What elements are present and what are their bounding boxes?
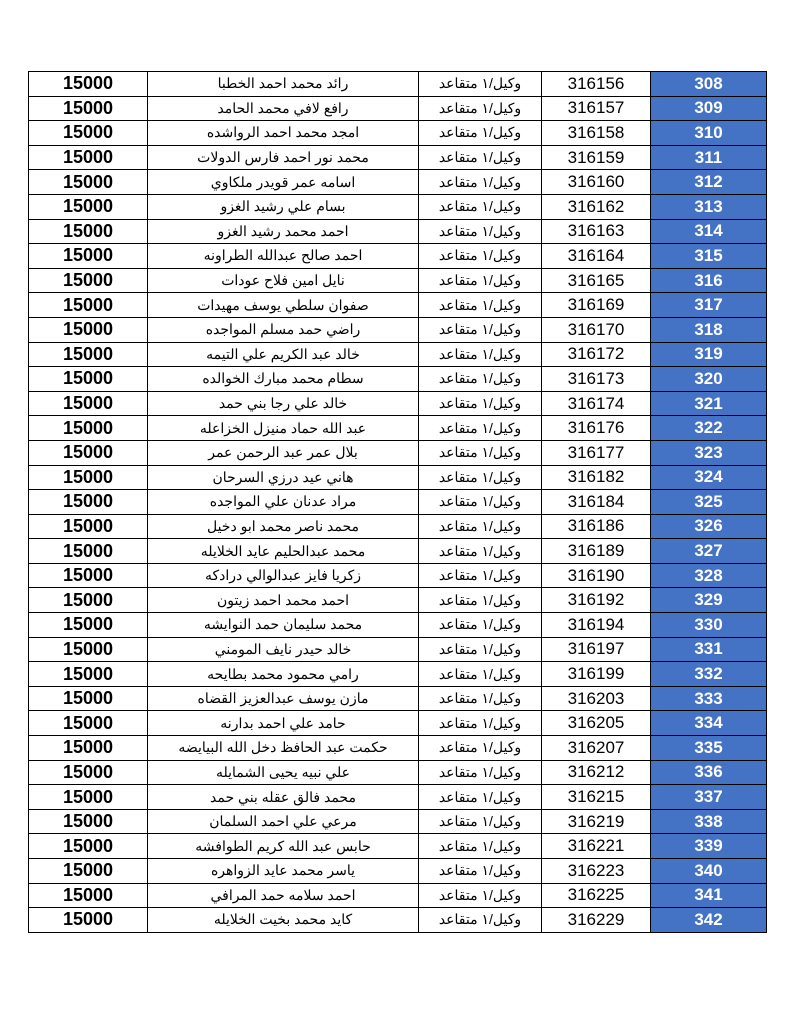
amount-cell: 15000 [29,736,148,761]
rank-cell: وكيل/١ متقاعد [419,268,542,293]
military-number-cell: 316157 [542,96,651,121]
table-body [29,72,767,933]
table-row [29,72,767,97]
amount-cell: 15000 [29,859,148,884]
name-cell: صفوان سلطي يوسف مهيدات [148,293,419,318]
amount-cell: 15000 [29,760,148,785]
table-row [29,342,767,367]
military-number-cell: 316186 [542,514,651,539]
military-number-cell: 316169 [542,293,651,318]
table-row [29,514,767,539]
military-number-cell: 316173 [542,367,651,392]
rank-cell: وكيل/١ متقاعد [419,194,542,219]
name-cell: محمد ناصر محمد ابو دخيل [148,514,419,539]
rank-cell: وكيل/١ متقاعد [419,490,542,515]
rank-cell: وكيل/١ متقاعد [419,145,542,170]
table-row [29,145,767,170]
name-cell: احمد محمد رشيد الغزو [148,219,419,244]
military-number-cell: 316184 [542,490,651,515]
military-number-cell: 316205 [542,711,651,736]
name-cell: امجد محمد احمد الرواشده [148,121,419,146]
amount-cell: 15000 [29,293,148,318]
name-cell: نايل امين فلاح عودات [148,268,419,293]
military-number-cell: 316164 [542,244,651,269]
serial-number-cell: 313 [651,194,767,219]
rank-cell: وكيل/١ متقاعد [419,834,542,859]
military-number-cell: 316219 [542,809,651,834]
table-row [29,662,767,687]
amount-cell: 15000 [29,563,148,588]
serial-number-cell: 308 [651,72,767,97]
rank-cell: وكيل/١ متقاعد [419,908,542,933]
amount-cell: 15000 [29,367,148,392]
serial-number-cell: 341 [651,883,767,908]
amount-cell: 15000 [29,244,148,269]
table-row [29,736,767,761]
name-cell: مرعي علي احمد السلمان [148,809,419,834]
serial-number-cell: 315 [651,244,767,269]
serial-number-cell: 331 [651,637,767,662]
amount-cell: 15000 [29,342,148,367]
name-cell: كايد محمد بخيت الخلايله [148,908,419,933]
rank-cell: وكيل/١ متقاعد [419,785,542,810]
amount-cell: 15000 [29,613,148,638]
amount-cell: 15000 [29,317,148,342]
table-row [29,563,767,588]
military-number-cell: 316177 [542,440,651,465]
military-number-cell: 316156 [542,72,651,97]
rank-cell: وكيل/١ متقاعد [419,96,542,121]
serial-number-cell: 325 [651,490,767,515]
military-number-cell: 316160 [542,170,651,195]
rank-cell: وكيل/١ متقاعد [419,588,542,613]
amount-cell: 15000 [29,121,148,146]
name-cell: حامد علي احمد بدارنه [148,711,419,736]
serial-number-cell: 317 [651,293,767,318]
military-number-cell: 316158 [542,121,651,146]
serial-number-cell: 328 [651,563,767,588]
amount-cell: 15000 [29,72,148,97]
rank-cell: وكيل/١ متقاعد [419,391,542,416]
name-cell: رائد محمد احمد الخطبا [148,72,419,97]
table-row [29,785,767,810]
table-row [29,293,767,318]
amount-cell: 15000 [29,662,148,687]
table-row [29,490,767,515]
serial-number-cell: 336 [651,760,767,785]
military-number-cell: 316203 [542,686,651,711]
name-cell: خالد عبد الكريم علي التيمه [148,342,419,367]
rank-cell: وكيل/١ متقاعد [419,219,542,244]
rank-cell: وكيل/١ متقاعد [419,342,542,367]
amount-cell: 15000 [29,490,148,515]
table-row [29,686,767,711]
rank-cell: وكيل/١ متقاعد [419,170,542,195]
amount-cell: 15000 [29,809,148,834]
amount-cell: 15000 [29,908,148,933]
rank-cell: وكيل/١ متقاعد [419,883,542,908]
name-cell: زكريا فايز عبدالوالي درادكه [148,563,419,588]
serial-number-cell: 318 [651,317,767,342]
serial-number-cell: 319 [651,342,767,367]
rank-cell: وكيل/١ متقاعد [419,662,542,687]
rank-cell: وكيل/١ متقاعد [419,809,542,834]
serial-number-cell: 332 [651,662,767,687]
name-cell: احمد صالح عبدالله الطراونه [148,244,419,269]
serial-number-cell: 329 [651,588,767,613]
military-number-cell: 316162 [542,194,651,219]
table-row [29,391,767,416]
table-row [29,465,767,490]
name-cell: راضي حمد مسلم المواجده [148,317,419,342]
military-number-cell: 316174 [542,391,651,416]
rank-cell: وكيل/١ متقاعد [419,465,542,490]
name-cell: محمد سليمان حمد النوايشه [148,613,419,638]
amount-cell: 15000 [29,145,148,170]
rank-cell: وكيل/١ متقاعد [419,416,542,441]
table-row [29,834,767,859]
amount-cell: 15000 [29,416,148,441]
name-cell: حكمت عبد الحافظ دخل الله البيايضه [148,736,419,761]
name-cell: رافع لافي محمد الحامد [148,96,419,121]
serial-number-cell: 335 [651,736,767,761]
amount-cell: 15000 [29,637,148,662]
name-cell: بسام علي رشيد الغزو [148,194,419,219]
amount-cell: 15000 [29,219,148,244]
amount-cell: 15000 [29,785,148,810]
military-number-cell: 316212 [542,760,651,785]
amount-cell: 15000 [29,96,148,121]
serial-number-cell: 339 [651,834,767,859]
serial-number-cell: 327 [651,539,767,564]
rank-cell: وكيل/١ متقاعد [419,539,542,564]
military-number-cell: 316225 [542,883,651,908]
table-row [29,317,767,342]
military-number-cell: 316229 [542,908,651,933]
military-number-cell: 316159 [542,145,651,170]
serial-number-cell: 323 [651,440,767,465]
military-number-cell: 316189 [542,539,651,564]
serial-number-cell: 340 [651,859,767,884]
serial-number-cell: 316 [651,268,767,293]
name-cell: رامي محمود محمد بطايحه [148,662,419,687]
military-number-cell: 316194 [542,613,651,638]
military-number-cell: 316207 [542,736,651,761]
table-row [29,883,767,908]
rank-cell: وكيل/١ متقاعد [419,514,542,539]
table-row [29,244,767,269]
table-row [29,367,767,392]
name-cell: سطام محمد مبارك الخوالده [148,367,419,392]
military-number-cell: 316192 [542,588,651,613]
table-row [29,711,767,736]
name-cell: اسامه عمر قويدر ملكاوي [148,170,419,195]
amount-cell: 15000 [29,711,148,736]
amount-cell: 15000 [29,170,148,195]
amount-cell: 15000 [29,539,148,564]
table-row [29,440,767,465]
table-row [29,96,767,121]
rank-cell: وكيل/١ متقاعد [419,317,542,342]
name-cell: خالد حيدر نايف المومني [148,637,419,662]
military-number-cell: 316163 [542,219,651,244]
serial-number-cell: 310 [651,121,767,146]
name-cell: مازن يوسف عبدالعزيز القضاه [148,686,419,711]
serial-number-cell: 312 [651,170,767,195]
military-number-cell: 316190 [542,563,651,588]
serial-number-cell: 334 [651,711,767,736]
rank-cell: وكيل/١ متقاعد [419,440,542,465]
serial-number-cell: 314 [651,219,767,244]
name-cell: خالد علي رجا بني حمد [148,391,419,416]
rank-cell: وكيل/١ متقاعد [419,121,542,146]
military-number-cell: 316170 [542,317,651,342]
name-cell: احمد سلامه حمد المرافي [148,883,419,908]
rank-cell: وكيل/١ متقاعد [419,859,542,884]
rank-cell: وكيل/١ متقاعد [419,736,542,761]
rank-cell: وكيل/١ متقاعد [419,72,542,97]
table-row [29,121,767,146]
military-number-cell: 316221 [542,834,651,859]
amount-cell: 15000 [29,883,148,908]
military-number-cell: 316172 [542,342,651,367]
serial-number-cell: 322 [651,416,767,441]
amount-cell: 15000 [29,268,148,293]
table-row [29,760,767,785]
rank-cell: وكيل/١ متقاعد [419,563,542,588]
serial-number-cell: 333 [651,686,767,711]
military-number-cell: 316215 [542,785,651,810]
table-row [29,588,767,613]
amount-cell: 15000 [29,588,148,613]
rank-cell: وكيل/١ متقاعد [419,760,542,785]
name-cell: محمد عبدالحليم عايد الخلايله [148,539,419,564]
amount-cell: 15000 [29,391,148,416]
name-cell: ياسر محمد عايد الزواهره [148,859,419,884]
name-cell: مراد عدنان علي المواجده [148,490,419,515]
table-row [29,809,767,834]
military-number-cell: 316223 [542,859,651,884]
name-cell: حابس عبد الله كريم الطوافشه [148,834,419,859]
name-cell: احمد محمد احمد زيتون [148,588,419,613]
name-cell: محمد فالق عقله بني حمد [148,785,419,810]
amount-cell: 15000 [29,194,148,219]
name-cell: هاني عيد درزي السرحان [148,465,419,490]
amount-cell: 15000 [29,514,148,539]
table-row [29,219,767,244]
military-number-cell: 316197 [542,637,651,662]
serial-number-cell: 330 [651,613,767,638]
rank-cell: وكيل/١ متقاعد [419,686,542,711]
serial-number-cell: 309 [651,96,767,121]
serial-number-cell: 321 [651,391,767,416]
military-number-cell: 316199 [542,662,651,687]
rank-cell: وكيل/١ متقاعد [419,613,542,638]
military-number-cell: 316176 [542,416,651,441]
rank-cell: وكيل/١ متقاعد [419,637,542,662]
serial-number-cell: 337 [651,785,767,810]
serial-number-cell: 342 [651,908,767,933]
military-number-cell: 316182 [542,465,651,490]
rank-cell: وكيل/١ متقاعد [419,244,542,269]
retirees-table [28,71,767,933]
table-row [29,194,767,219]
rank-cell: وكيل/١ متقاعد [419,367,542,392]
serial-number-cell: 311 [651,145,767,170]
table-row [29,859,767,884]
table-row [29,908,767,933]
name-cell: بلال عمر عبد الرحمن عمر [148,440,419,465]
serial-number-cell: 320 [651,367,767,392]
military-number-cell: 316165 [542,268,651,293]
amount-cell: 15000 [29,686,148,711]
serial-number-cell: 338 [651,809,767,834]
table-row [29,613,767,638]
rank-cell: وكيل/١ متقاعد [419,293,542,318]
table-row [29,637,767,662]
table-row [29,539,767,564]
rank-cell: وكيل/١ متقاعد [419,711,542,736]
amount-cell: 15000 [29,440,148,465]
name-cell: محمد نور احمد فارس الدولات [148,145,419,170]
name-cell: علي نبيه يحيى الشمايله [148,760,419,785]
table-row [29,416,767,441]
serial-number-cell: 326 [651,514,767,539]
table-row [29,170,767,195]
serial-number-cell: 324 [651,465,767,490]
amount-cell: 15000 [29,465,148,490]
table-row [29,268,767,293]
name-cell: عبد الله حماد منيزل الخزاعله [148,416,419,441]
amount-cell: 15000 [29,834,148,859]
